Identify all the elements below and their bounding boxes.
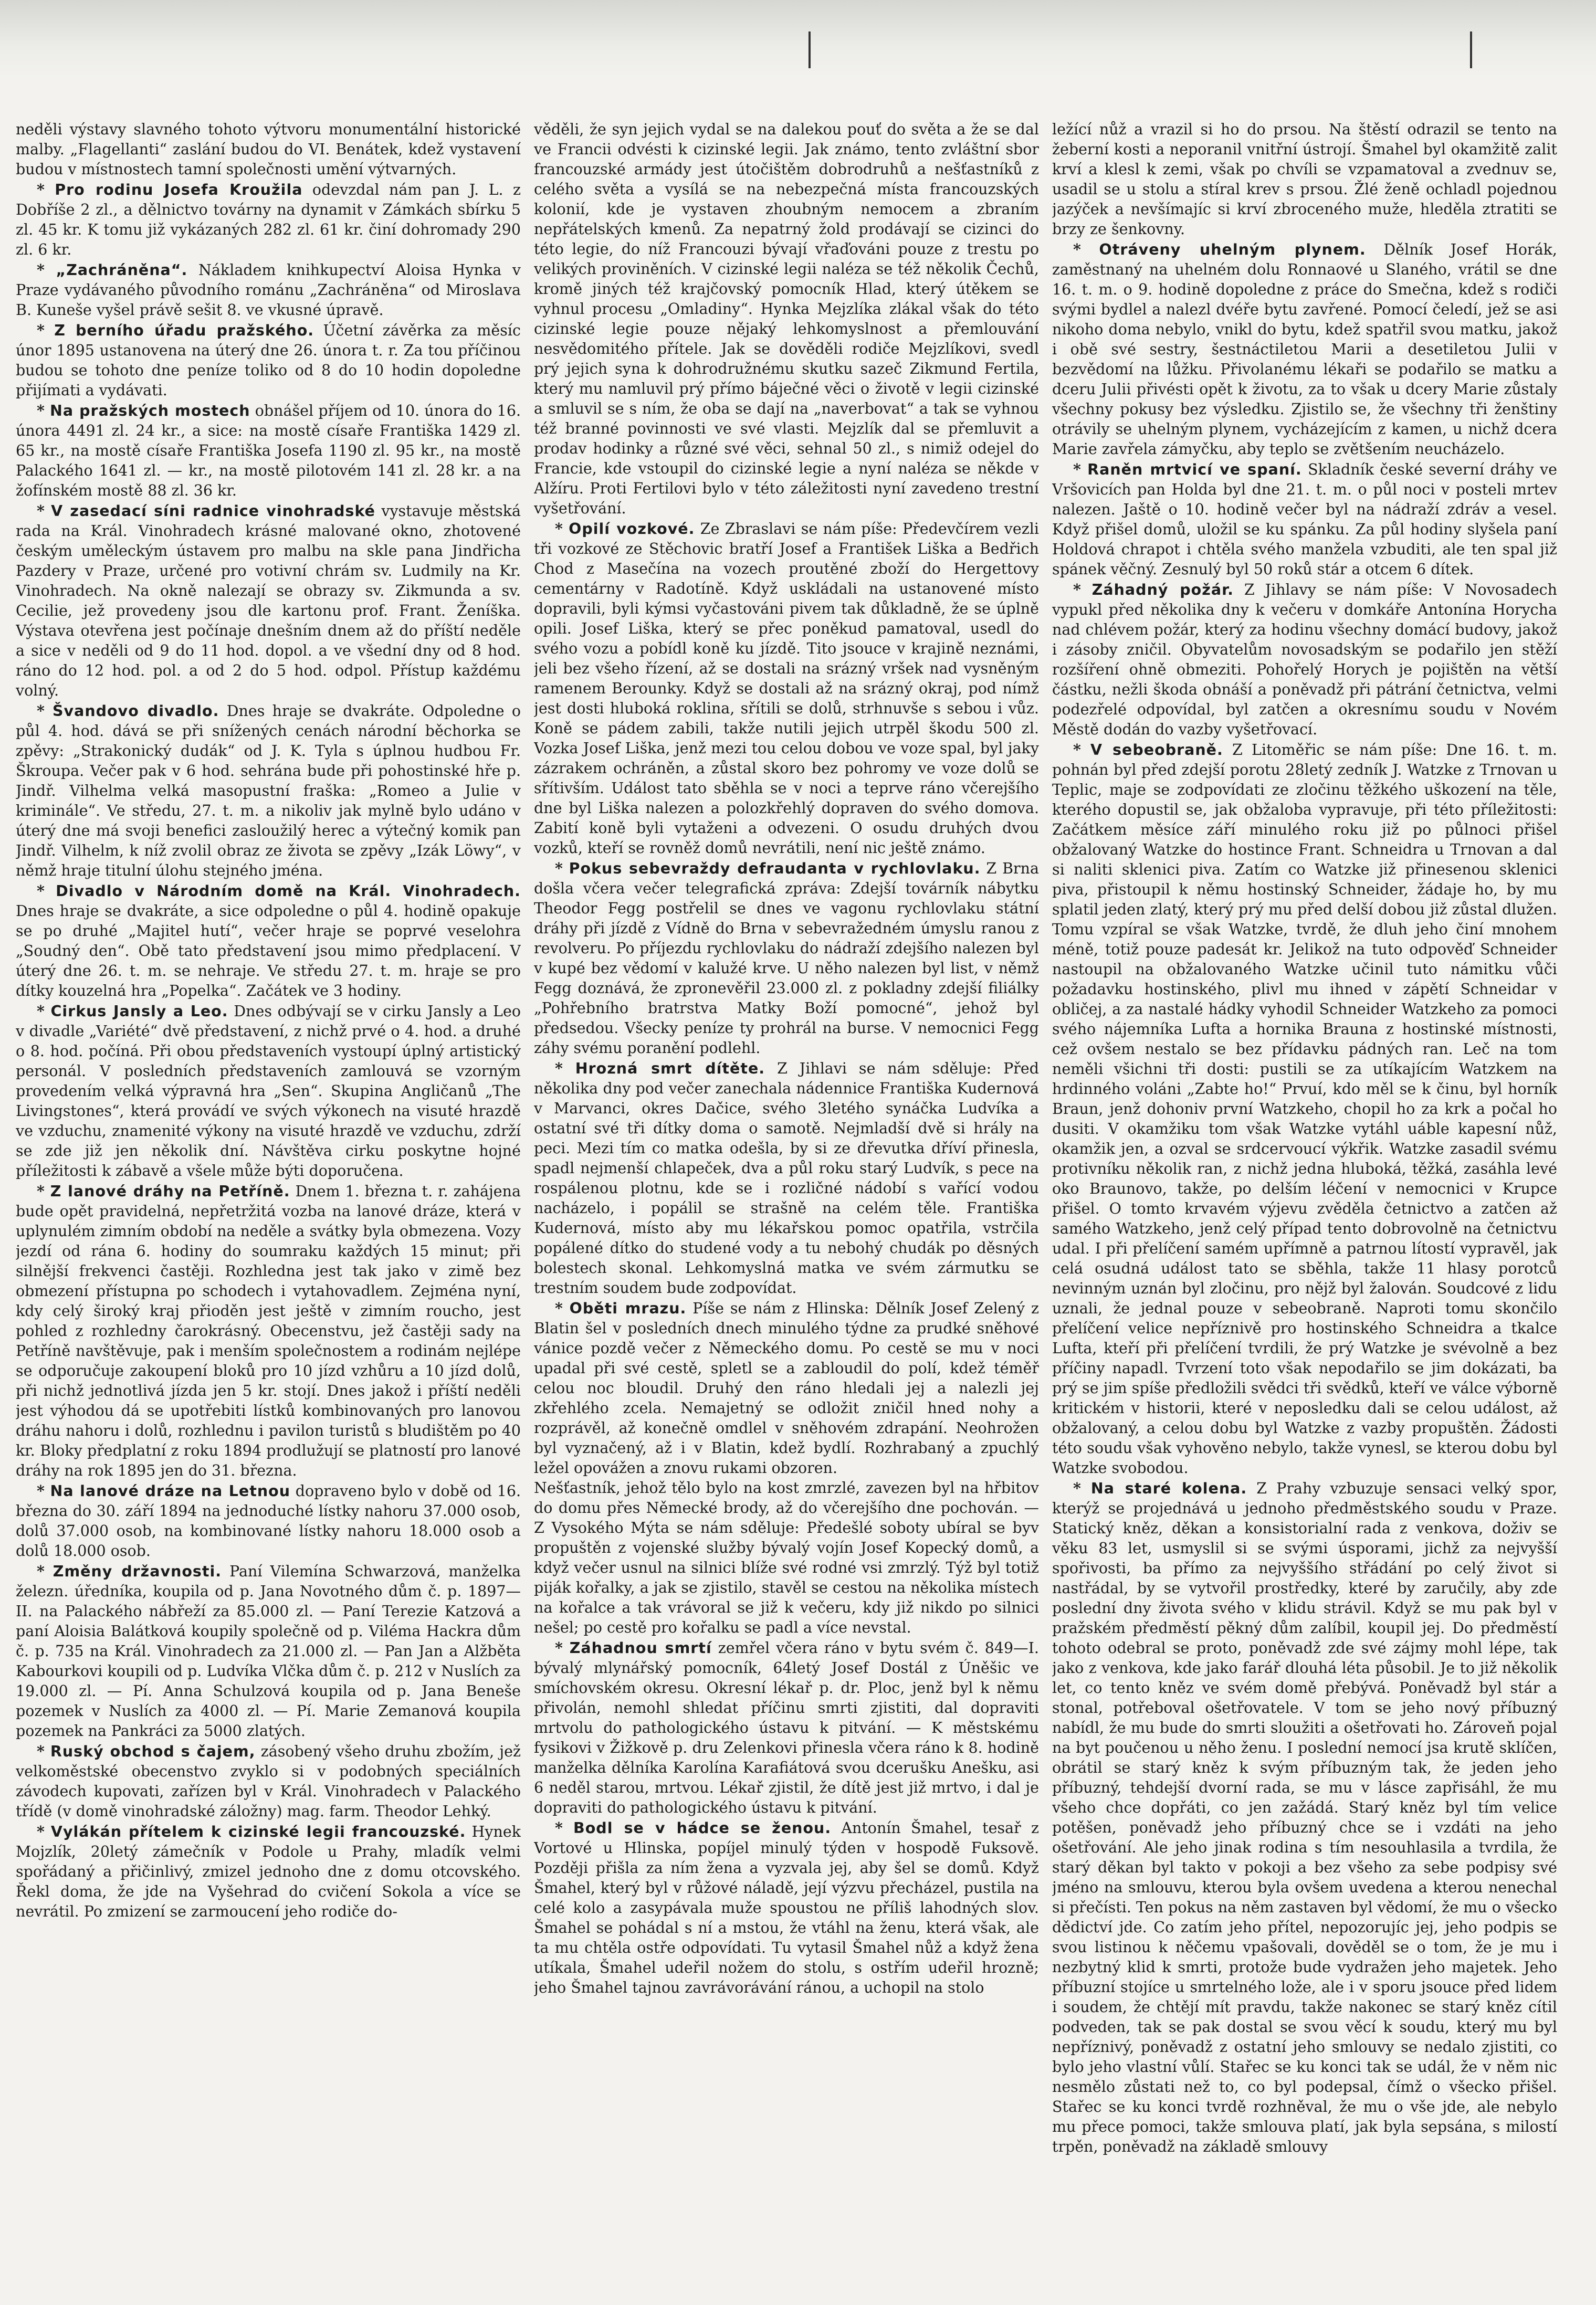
news-body: Hynek Mojzlík, 20letý zámečník v Podole u Prahy, mladík velmi spořádaný a přičinlivý, zmizel jednoho dne z domu otcovského. Řekl doma, že jde na Vyšehrad do cvičení Sokola a více se nevrátil. Po zmizení se zarmoucení jeho rodiče do- — [16, 1823, 521, 1920]
news-headline: „Zachráněna“. — [56, 261, 188, 279]
item-marker: * — [555, 520, 569, 538]
news-body: Antonín Šmahel, tesař z Vortové u Hlinska, popíjel minulý týden v hospodě Fuksově. Později přišla za ním žena a vyzvala jej, aby šel se domů. Když Šmahel, který byl v růžové náladě, její výzvu přecházel, pustila na celé kolo a zasypávala muže spoustou ne příliš lahodných slov. Šmahel se pohádal s ní a mstou, že vtáhl na ženu, která však, ale ta mu chtěla ostře odpovídati. Tu vytasil Šmahel nůž a když žena utíkala, Šmahel udeřil nožem do stolu, s ostřím udeřil hrozně; jeho Šmahel tajnou zavrávorávání ránou, a uchopil na stolo — [534, 1819, 1039, 1996]
news-item — [16, 1822, 521, 1922]
item-marker: * — [555, 1299, 570, 1317]
news-item — [534, 1058, 1039, 1298]
news-headline: Divadlo v Národním domě na Král. Vinohradech. — [56, 882, 521, 900]
news-body: Ze Zbraslavi se nám píše: Předevčírem vezli tři vozkové ze Stěchovic bratří Josef a František Liška a Bedřich Chod z Masečína na vozech proutěné zboží do Hergettovy cementárny v Radotíně. Když uskládali na ustanovené místo dopravili, byli kýmsi vyčastováni pivem tak důkladně, že se úplně opili. Josef Liška, který se přec poněkud pamatoval, usedl do svého vozu a pobídl koně ku jízdě. Tito jsouce v krajině neznámi, jeli bez všeho řízení, až se dostali na srázný vršek nad vysněným ramenem Berounky. Když se dostali až na srázný okraj, pod nímž jest dosti hluboká roklina, sřítili se dolů, strhnuvše s sebou i vůz. Koně se pádem zabili, takže nutili jejich utrpěl škodu 500 zl. Vozka Josef Liška, jenž mezi tou celou dobou ve voze spal, byl jaky zázrakem ochráněn, a zůstal skoro bez pohromy ve voze dolů se sřítivším. Událost tato sběhla se v noci a teprve ráno včerejšího dne byl Liška nalezen a polozkřehlý dopraven do svého domova. Zabití koně byli vytaženi a odvezeni. O osudu druhých dvou vozků, kteří se rovněž domů nevrátili, není nic ještě známo. — [534, 520, 1039, 857]
news-item — [16, 501, 521, 701]
item-marker: * — [37, 1002, 51, 1020]
news-item — [16, 1481, 521, 1561]
news-item — [16, 180, 521, 260]
news-body: Skladník české severní dráhy ve Vršovicích pan Holda byl dne 21. t. m. o půl noci v posteli mrtev nalezen. Jaště o 10. hodině večer byl na nádraží zdráv a vesel. Když přišel domů, uložil se ku spánku. Za půl hodiny slyšela paní Holdová chrapot i chtěla svého manžela vzbuditi, ale ten spal již spánek věčný. Zesnulý byl 50 roků stár a otcem 6 dítek. — [1052, 461, 1557, 578]
news-body: Dnem 1. března t. r. zahájena bude opět pravidelná, nepřetržitá vozba na lanové dráze, která v uplynulém zimním období na neděle a svátky byla obmezena. Vozy jezdí od rána 6. hodiny do soumraku každých 15 minut; při silnější frekvenci častěji. Rozhledna jest tak jako v zimě bez obmezení přístupna po schodech i vytahovadlem. Zejména nyní, kdy celý široký kraj přioděn jest ještě v zimním roucho, jest pohled z rozhledny čarokrásný. Obecenstvu, jež častěji sady na Petříně navštěvuje, pak i menším společnostem a rodinám nejlépe se odporučuje zakoupení bloků pro 10 jízd vzhůru a 10 jízd dolů, při nichž jednotlivá jízda jen 5 kr. stojí. Dnes jakož i příští neděli jest výhodou dá se upotřebiti lístků kombinovaných pro lanovou dráhu nahoru i dolů, rozhlednu i pavilon turistů s bludištěm po 40 kr. Bloky předplatní z roku 1894 prodlužují se platností pro lanové dráhy na rok 1895 jen do 31. března. — [16, 1183, 521, 1479]
news-headline: Na pražských mostech — [49, 402, 250, 419]
news-headline: Záhadnou smrtí — [569, 1639, 712, 1657]
news-body: Účetní závěrka za měsíc únor 1895 ustanovena na úterý dne 26. února t. r. Za tou příčinou budou se tohoto dne peníze toliko od 8 do 10 hodin dopoledne přijímati a vydávati. — [16, 322, 521, 399]
news-headline: Záhadný požár. — [1091, 581, 1234, 598]
news-item — [534, 120, 1039, 519]
news-headline: Opilí vozkové. — [569, 520, 695, 538]
news-item — [16, 260, 521, 320]
item-marker: * — [555, 859, 569, 877]
item-marker: * — [37, 402, 50, 419]
item-marker: * — [37, 502, 51, 520]
news-body: Z Jihlavy se nám píše: V Novosadech vypukl před několika dny k večeru v domkáře Antonína Horycha nad chlévem požár, který za hodinu všechny domácí budovy, jakož i zásoby zničil. Obyvatelům novosadským se podařilo jen stěží rozšíření ohně obmeziti. Pohořelý Horych je pojištěn na větší částku, nežli škoda obnáší a poněvadž při pátrání četnictva, velmi podezřelé odpovídal, byl zatčen a okresnímu soudu v Novém Městě dodán do vazby vyšetřovací. — [1052, 581, 1557, 738]
news-headline: Z lanové dráhy na Petříně. — [50, 1183, 290, 1200]
top-margin-mark — [808, 31, 811, 68]
news-headline: Na staré kolena. — [1090, 1480, 1247, 1497]
article-columns — [16, 120, 1570, 2251]
news-headline: Otráveny uhelným plynem. — [1099, 241, 1366, 258]
news-item — [16, 1741, 521, 1822]
item-marker: * — [37, 1562, 53, 1580]
item-marker: * — [37, 181, 55, 198]
news-body: Paní Vilemína Schwarzová, manželka železn. úředníka, koupila od p. Jana Novotného dům č. p. 1897—II. na Palackého nábřeží za 85.000 zl. — Paní Terezie Katzová a paní Aloisia Balátková koupily společně od p. Viléma Hackra dům č. p. 735 na Král. Vinohradech za 21.000 zl. — Pan Jan a Alžběta Kabourkovi koupili od p. Ludvíka Vlčka dům č. p. 212 v Nuslích za 19.000 zl. — Pí. Anna Schulzová koupila od p. Jana Beneše pozemek v Nuslích za 4000 zl. — Pí. Marie Zemanová koupila pozemek na Pankráci za 5000 zlatých. — [16, 1563, 521, 1740]
news-item — [534, 858, 1039, 1058]
news-item — [1052, 459, 1557, 580]
news-item — [534, 1638, 1039, 1818]
item-marker: * — [37, 702, 53, 720]
news-headline: Ruský obchod s čajem, — [50, 1743, 256, 1760]
news-item — [534, 1298, 1039, 1478]
item-marker: * — [1073, 460, 1088, 478]
item-marker: * — [37, 261, 56, 279]
news-body: Z Brna došla včera večer telegrafická zpráva: Zdejší továrník nábytku Theodor Fegg postřelil se dnes ve vagonu rychlovlaku státní dráhy při jízdě z Vídně do Brna v sebevražedném úmyslu ranou z revolveru. Po příjezdu rychlovlaku do nádraží zdejšího nalezen byl v kupé bez vědomí v kalužé krve. U něho nalezen byl list, v němž Fegg doznává, že zpronevěřil 23.000 zl. z pokladny zdejší filiálky „Pohřebního bratrstva Matky Boží pomocné“, jehož byl předsedou. Všecky peníze ty prohrál na burse. V nemocnici Fegg záhy svému poranění podlehl. — [534, 860, 1039, 1057]
item-marker: * — [555, 1059, 575, 1077]
news-body: neděli výstavy slavného tohoto výtvoru monumentální historické malby. „Flagellanti“ zaslání budou do VI. Benátek, kdež vystavení budou v místnostech tamní společnosti umění výtvarných. — [16, 121, 521, 178]
news-body: odevzdal nám pan J. L. z Dobříše 2 zl., a dělnictvo továrny na dynamit v Zámkách sbírku 5 zl. 45 kr. K tomu již vykázaných 282 zl. 61 kr. činí dohromady 290 zl. 6 kr. — [16, 181, 521, 258]
news-body: věděli, že syn jejich vydal se na dalekou pouť do světa a že se dal ve Francii odvésti k cizinské legii. Jak známo, tento zvláštní sbor francouzské armády jest útočištěm dobrodruhů a nešťastníků z celého světa a vysílá se na nebezpečná místa francouzských kolonií, kde je vystaven zhoubným nemocem a zbraním nepřátelských kmenů. Za nepatrný žold prodávají se cizinci do této legie, do níž Francouzi bývají vřaďováni pouze z trestu po velikých proviněních. V cizinské legii naléza se též několik Čechů, kromě jiných též krajčovský pomocník Hlad, který útěkem se vyhnul procesu „Omladiny“. Hynka Mejzlíka zlákal však do této cizinské legie pouze nějaký lehkomyslnost a přemlouvání nesvědomitého přítele. Jak se dověděli rodiče Mejzlíkovi, svedl prý jejich syna k dohrodružnému skutku sazeč Zikmund Fertila, který mu namluvil prý přímo báječné věci o životě v legii cizinské a smluvil se s ním, že oba se dají na „naverbovat“ a tak se vyhnou též branné povinnosti ve své vlasti. Mejzlík dal se přemluvit a prodav hodinky a různé své věci, sehnal 50 zl., s nimiž odejel do Francie, kde vstoupil do cizinské legie a nyní naléza se někde v Alžíru. Proti Fertilovi bylo v této záležitosti nyní zavedeno trestní vyšetřování. — [534, 121, 1039, 517]
news-item — [534, 519, 1039, 858]
news-body: ležící nůž a vrazil si ho do prsou. Na štěstí odrazil se tento na žeberní kosti a neporanil vnitřní ústrojí. Šmahel byl okamžitě zalit krví a klesl k zemi, však po chvíli se vzpamatoval a zvednuv se, usadil se u stolu a stíral krev s prsou. Žlé ženě ochladl pojednou jazýček a nevšímajíc si krví zbroceného muže, hleděla ztratiti se brzy ze šenkovny. — [1052, 121, 1557, 238]
news-body: obnášel příjem od 10. února do 16. února 4491 zl. 24 kr., a sice: na mostě císaře Františka 1429 zl. 65 kr., na mostě císaře Františka Josefa 1190 zl. 95 kr., na mostě Palackého 1641 zl. — kr., na mostě pilotovém 141 zl. 28 kr. a na žofínském mostě 88 zl. 36 kr. — [16, 402, 521, 499]
news-body: Dnes hraje se dvakráte, a sice odpoledne o půl 4. hodině opakuje se po druhé „Majitel hutí“, večer hraje se poprvé veselohra „Soudný den“. Obě tato představení jsou mimo předplacení. V úterý dne 26. t. m. se nehraje. Ve středu 27. t. m. hraje se pro dítky kouzelná hra „Popelka“. Začátek ve 3 hodiny. — [16, 902, 521, 999]
news-body: dopraveno bylo v době od 16. března do 30. září 1894 na jednoduché lístky nahoru 37.000 osob, dolů 37.000 osob, na kombinované lístky nahoru 18.000 osob a dolů 18.000 osob. — [16, 1482, 521, 1560]
item-marker: * — [37, 321, 55, 339]
news-body: vystavuje městská rada na Král. Vinohradech krásné malované okno, zhotovené českým uměleckým ústavem pro malbu na skle pana Jindřicha Pazdery v Praze, určené pro votivní chrám sv. Ludmily na Kr. Vinohradech. Na okně nalezají se obrazy sv. Zikmunda a sv. Cecilie, jež provedeny jsou dle kartonu prof. Frant. Ženíška. Výstava otevřena jest počínaje dnešním dnem až do příští neděle a sice v neděli od 9 do 11 hod. dopol. a ve všední dny od 8 hod. ráno do 12 hod. pol. a od 2 do 5 hod. odpol. Přístup každému volný. — [16, 502, 521, 699]
news-item — [534, 1818, 1039, 1998]
news-body: Nákladem knihkupectví Aloisa Hynka v Praze vydávaného původního románu „Zachráněna“ od Miroslava B. Kuneše vyšel právě sešit 8. ve vkusné úpravě. — [16, 261, 521, 319]
news-headline: Švandovo divadlo. — [52, 702, 219, 720]
news-item — [16, 881, 521, 1001]
news-body: Dnes odbývají se v cirku Jansly a Leo v divadle „Variété“ dvě představení, z nichž prvé o 4. hod. a druhé o 8. hod. počíná. Při obou představeních vystoupí úplný artistický personál. V posledních představeních zamlouvá se vzorným provedením velká výpravná hra „Sen“. Skupina Angličanů „The Livingstones“, která provádí ve svých výkonech na visuté hrazdě ve vzduchu, znamenité výkony na visuté hrazdě ve vzduchu, zdrží se zde již jen několik dní. Návštěva cirku poskytne hojné příležitosti k zábavě a všele může býti doporučena. — [16, 1003, 521, 1180]
item-marker: * — [555, 1819, 573, 1837]
news-headline: Raněn mrtvicí ve spaní. — [1087, 461, 1302, 478]
news-headline: V zasedací síni radnice vinohradské — [51, 502, 375, 520]
news-headline: Pokus sebevraždy defraudanta v rychlovlaku. — [569, 860, 981, 877]
news-headline: Hrozná smrt dítěte. — [575, 1060, 765, 1077]
news-item — [16, 701, 521, 881]
news-item — [1052, 239, 1557, 459]
news-item — [16, 1561, 521, 1741]
news-body: Z Litoměřic se nám píše: Dne 16. t. m. pohnán byl před zdejší porotu 28letý zedník J. Watzke z Trnovan u Teplic, maje se zodpovídati ze zločinu těžkého uškození na těle, kterého dopustil se, jak obžaloba vypravuje, při této příležitosti: Začátkem měsíce září minulého roku již po půlnoci přišel obžalovaný Watzke do hostince Frant. Schneidra u Trnovan a dal si naliti sklenici piva. Zatím co Watzke již přinesenou sklenici piva, přistoupil k němu hostinský Schneider, žádaje ho, by mu splatil jeden zlatý, který prý mu před delší dobou již zůstal dlužen. Tomu vzpíral se však Watzke, tvrdě, že dluh jeho činí mnohem méně, totiž pouze padesát kr. Jelikož na tuto odpověď Schneider nastoupil na obžalovaného Watzke učinil tuto námitku vůči požadavku hostinského, plivl mu ihned v zápětí Schneidar v obličej, a za nastalé hádky vyhodil Schneider Watzkeho za pomoci svého nájemníka Lufta a hornika Brauna z hostinské místnosti, cež ovšem nestalo se bez přídavku pádných ran. Leč na tom neměli všichni tři dosti: pustili se za utíkajícím Watzkem na hrdinného voláni „Zabte ho!“ Prvuí, kdo měl se k činu, byl horník Braun, jenž dohoniv první Watzkeho, chopil ho za krk a počal ho dusiti. V okamžiku tom však Watzke vytáhl uáble kapesní nůž, okamžik jen, a ozval se srdcervoucí výkřik. Watzke zasadil svému protivníku několik ran, z nichž jedna hluboká, těžká, zasáhla levé oko Braunovo, takže, po delším léčení v nemocnici v Krupce přišel. O tomto krvavém výjevu zvěděla četnictvo a zatčen až samého Watzkeho, jenž celý případ tento dobrovolně na četnictvu udal. I při přelíčení samém upřímně a patrnou lítostí vypravěl, jak celá osudná událost tato se sběhla, takže 11 hlasy porotců nevinným uznán byl zločinu, pro nějž byl žalován. Soudcové z lidu uznali, že jednal pouze v sebeobraně. Naproti tomu skončilo přelíčení velice nepříznivě pro hostinského Schneidra a tkalce Lufta, kteří při přelíčení tvrdili, že prý Watzke je svévolně a bez příčiny napadl. Tvrzení toto však nepodařilo se jim dokázati, ba prý se jim spíše předložili svědci tři svědků, kteří ve válce výborně kritickém v historii, které v neposledku dali se celou událost, až obžalovaný, a celou dobu byl Watzke z vazby propuštěn. Žádosti této soudu však vyhověno nebylo, takže vynesl, se kterou dobu byl Watzke svobodou. — [1052, 741, 1557, 1477]
news-item — [16, 120, 521, 180]
news-item — [1052, 580, 1557, 740]
news-item — [1052, 1478, 1557, 2157]
news-headline: V sebeobraně. — [1090, 741, 1223, 759]
top-margin-mark — [1470, 31, 1472, 68]
news-item — [1052, 740, 1557, 1478]
item-marker: * — [37, 1182, 50, 1200]
news-headline: Oběti mrazu. — [569, 1300, 687, 1317]
news-headline: Z berního úřadu pražského. — [54, 322, 314, 339]
news-body: zemřel včera ráno v bytu svém č. 849—I. bývalý mlynářský pomocník, 64letý Josef Dostál z Úněšic ve smíchovském okresu. Okresní lékař p. dr. Ploc, jenž byl k němu přivolán, nemohl shledat příčinu smrti zjistiti, dal dopraviti mrtvolu do pathologického ústavu k pitvání. — K městskému fysikovi v Žižkově p. dru Zelenkovi přinesla včera ráno k 8. hodině manželka dělníka Karolína Karafiátová svou dcerušku Anešku, asi 6 neděl starou, mrtvou. Lékař zjistil, že dítě jest již mrtvo, i dal je dopraviti do pathologického ústavu k pitvání. — [534, 1639, 1039, 1816]
news-item — [1052, 120, 1557, 239]
item-marker: * — [37, 1482, 50, 1500]
news-item — [16, 1181, 521, 1481]
column-left — [16, 120, 521, 2251]
news-body: Dělník Josef Horák, zaměstnaný na uhelném dolu Ronnaové u Slaného, vrátil se dne 16. t. m. o 9. hodině dopoledne z práce do Smečna, kdež s rodiči svými bydlel a nalezl dvéře bytu zavřené. Pomocí čeledí, jež se asi nikoho doma nebylo, vnikl do bytu, kdež spatřil svou matku, jakož i obě své sestry, šestnáctiletou Marii a desetiletou Julii v bezvědomí na lůžku. Přivolanému lékaři se podařilo se matku a dceru Julii přivésti opět k životu, za to však u dcery Marie zůstaly všechny pokusy bez výsledku. Zjistilo se, že všechny tři ženštiny otrávily se uhelným plynem, vycházejícím z kamen, u nichž dcera Marie zavřela zámyčku, aby teplo se zvětšením neucházelo. — [1052, 241, 1557, 458]
item-marker: * — [1073, 581, 1092, 598]
news-item — [16, 320, 521, 401]
news-headline: Cirkus Jansly a Leo. — [50, 1003, 228, 1020]
news-item — [16, 1001, 521, 1181]
column-middle — [534, 120, 1039, 2251]
news-item — [16, 401, 521, 501]
news-headline: Bodl se v hádce se ženou. — [573, 1819, 832, 1837]
scan-top-edge — [0, 0, 1596, 79]
item-marker: * — [1073, 1479, 1091, 1497]
news-headline: Změny državnosti. — [52, 1563, 222, 1580]
news-item — [534, 1478, 1039, 1638]
column-right — [1052, 120, 1557, 2251]
news-headline: Na lanové dráze na Letnou — [50, 1482, 291, 1500]
news-body: Z Jihlavi se nám sděluje: Před několika dny pod večer zanechala nádennice Františka Kudernová v Marvanci, okres Dačice, svého 3letého synáčka Ludvíka a ostatní své tři dítky doma o samotě. Nejmladší dvě si hrály na peci. Mezi tím co matka odešla, by si ze dřevutka dříví přinesla, spadl nejmenší chlapeček, dva a půl roku starý Ludvík, s pece na rospálenou plotnu, kde se i rozličné nádobí s vařící vodou nacházelo, i popálil se strašně na celém těle. Františka Kudernová, místo aby mu lékařskou pomoc opatřila, vstrčila popálené dítko do studené vody a tu nebohý chudák po děsných bolestech skonal. Lehkomyslná matka ve svém zármutku se trestním soudem bude zodpovídat. — [534, 1060, 1039, 1297]
news-body: Píše se nám z Hlinska: Dělník Josef Zelený z Blatin šel v posledních dnech minulého týdne za prudké sněhové vánice pozdě večer z Německého domu. Po cestě se mu v noci upadal při své cestě, spletl se a zabloudil do polí, kdež téměř celou noc bloudil. Druhý den ráno hledali jej a nalezli jej zkřehlého zcela. Nemajetný se odložit zničil hned nohy a rozprávěl, až konečně omdlel v sněhovém zdrapání. Neohrožen byl vyznačený, až i v Blatin, kdež bydlí. Rozhrabaný a zpuchlý ležel opovážen a znovu rukami obzoren. — [534, 1300, 1039, 1477]
news-body: Nešťastník, jehož tělo bylo na kost zmrzlé, zavezen byl na hřbitov do domu přes Německé brody, až do včerejšího dne pochován. — Z Vysokého Mýta se nám sděluje: Předešlé soboty ubíral se byv propuštěn z vojenské služby bývalý vojín Josef Kopecký domů, a když večer usnul na silnici blíže své rodné vsi zmrzlý. Týž byl totiž piják kořalky, a jak se zjistilo, stavěl se cestou na několika místech na kořalce a tak vrávoral se již k večeru, kdy již nikdo po silnici nešel; po cestě pro kořalku se padl a více nevstal. — [534, 1479, 1039, 1636]
item-marker: * — [555, 1639, 570, 1657]
news-headline: Vylákán přítelem k cizinské legii francouzské. — [50, 1823, 466, 1840]
item-marker: * — [1073, 741, 1090, 759]
item-marker: * — [37, 882, 56, 900]
news-headline: Pro rodinu Josefa Kroužila — [55, 181, 303, 198]
news-body: zásobený všeho druhu zbožím, jež velkoměstské obecenstvo zvyklo si v podobných speciálních závodech kupovati, zařízen byl v Král. Vinohradech v Palackého třídě (v domě vinohradské záložny) mag. farm. Theodor Lehký. — [16, 1743, 521, 1820]
news-body: Z Prahy vzbuzuje sensaci velký spor, kterýž se projednává u jednoho předměstského soudu v Praze. Statický kněz, děkan a konsistorialní rada z venkova, doživ se věku 83 let, usmyslil si se svými úsporami, jichž za nejvyšší spořivosti, ba přímo za nejvyššího střádání po celý život si nastřádal, by se vytvořil prostředky, které by zaručily, aby zde poslední dny života svého v klidu strávil. Když se mu pak byl v pražském předměstí pěkný dům zalíbil, koupil jej. Do předměstí tohoto odebral se proto, poněvadž zde své zájmy mohl lépe, tak jako z venkova, kde jako farář dlouhá léta působil. Je to již několik let, co tento kněz ve svém domě přebývá. Poněvadž byl stár a stonal, potřeboval ošetřovatele. V tom se jeho nový příbuzný nabídl, že mu bude do smrti sloužiti a ošetřovati ho. Zároveň pojal na byt poučenou u něho ženu. I poslední nemocí jsa krutě sklíčen, obrátil se starý kněz k svým příbuzným tak, že jeden jeho příbuzný, tehdejší dvorní rada, se mu v lásce zapřisáhl, že mu všeho chce dopřáti, co jen zažádá. Starý kněz byl tím velice potěšen, poněvadž jeho příbuzný chce se i vzdáti na jeho ošetřování. Ale jeho jinak rodina s tím nesouhlasila a tvrdila, že starý děkan byl takto v pokoji a bez všeho za sebe podpisy své jméno na smlouvu, kterou byla ovšem uvedena a kterou nenechal si přečísti. Ten pokus na něm zastaven byl vědomí, že mu o všecko dědictví jde. Co zatím jeho přítel, nepozorujíc jej, jeho podpis se svou listinou k něčemu vpašovali, dověděl se o tom, že je mu i nezbytný klid k smrti, protože bude vydražen jeho majetek. Jeho příbuzní stojíce u smrtelného lože, ale i v sporu jsouce před lidem i soudem, že chtějí mít pravdu, takže nakonec se starý kněz cítil podveden, tak se pak dostal se svou věcí k soudu, který mu byl nepříznivý, poněvadž z ostatní jeho smlouvy se nedalo zjistiti, co bylo jeho vlastní vůlí. Stařec se ku konci tak se udál, že v něm nic nesmělo zůstati než to, co byl podepsal, čímž o všecko přišel. Stařec se ku konci tvrdě rozhněval, že mu o vše jde, ale nebylo mu přece pomoci, takže smlouva platí, jak byla sepsána, s milostí trpěn, poněvadž na základě smlouvy — [1052, 1480, 1557, 2155]
news-body: Dnes hraje se dvakráte. Odpoledne o půl 4. hod. dává se při snížených cenách národní běchorka se zpěvy: „Strakonický dudák“ od J. K. Tyla s úplnou hudbou Fr. Škroupa. Večer pak v 6 hod. sehrána bude při pohostinské hře p. Jindř. Vilhelma velká masopustní fraška: „Romeo a Julie v kriminále“. Ve středu, 27. t. m. a nikoliv jak mylně bylo udáno v úterý dne má svoji benefici zasloužilý herec a výtečný komik pan Jindř. Vilhelm, k níž zvolil obraz ze života se zpěvy „Izák Löwy“, v němž hraje titulní úlohu stejného jména. — [16, 702, 521, 879]
item-marker: * — [37, 1823, 51, 1840]
item-marker: * — [1073, 240, 1099, 258]
item-marker: * — [37, 1742, 50, 1760]
